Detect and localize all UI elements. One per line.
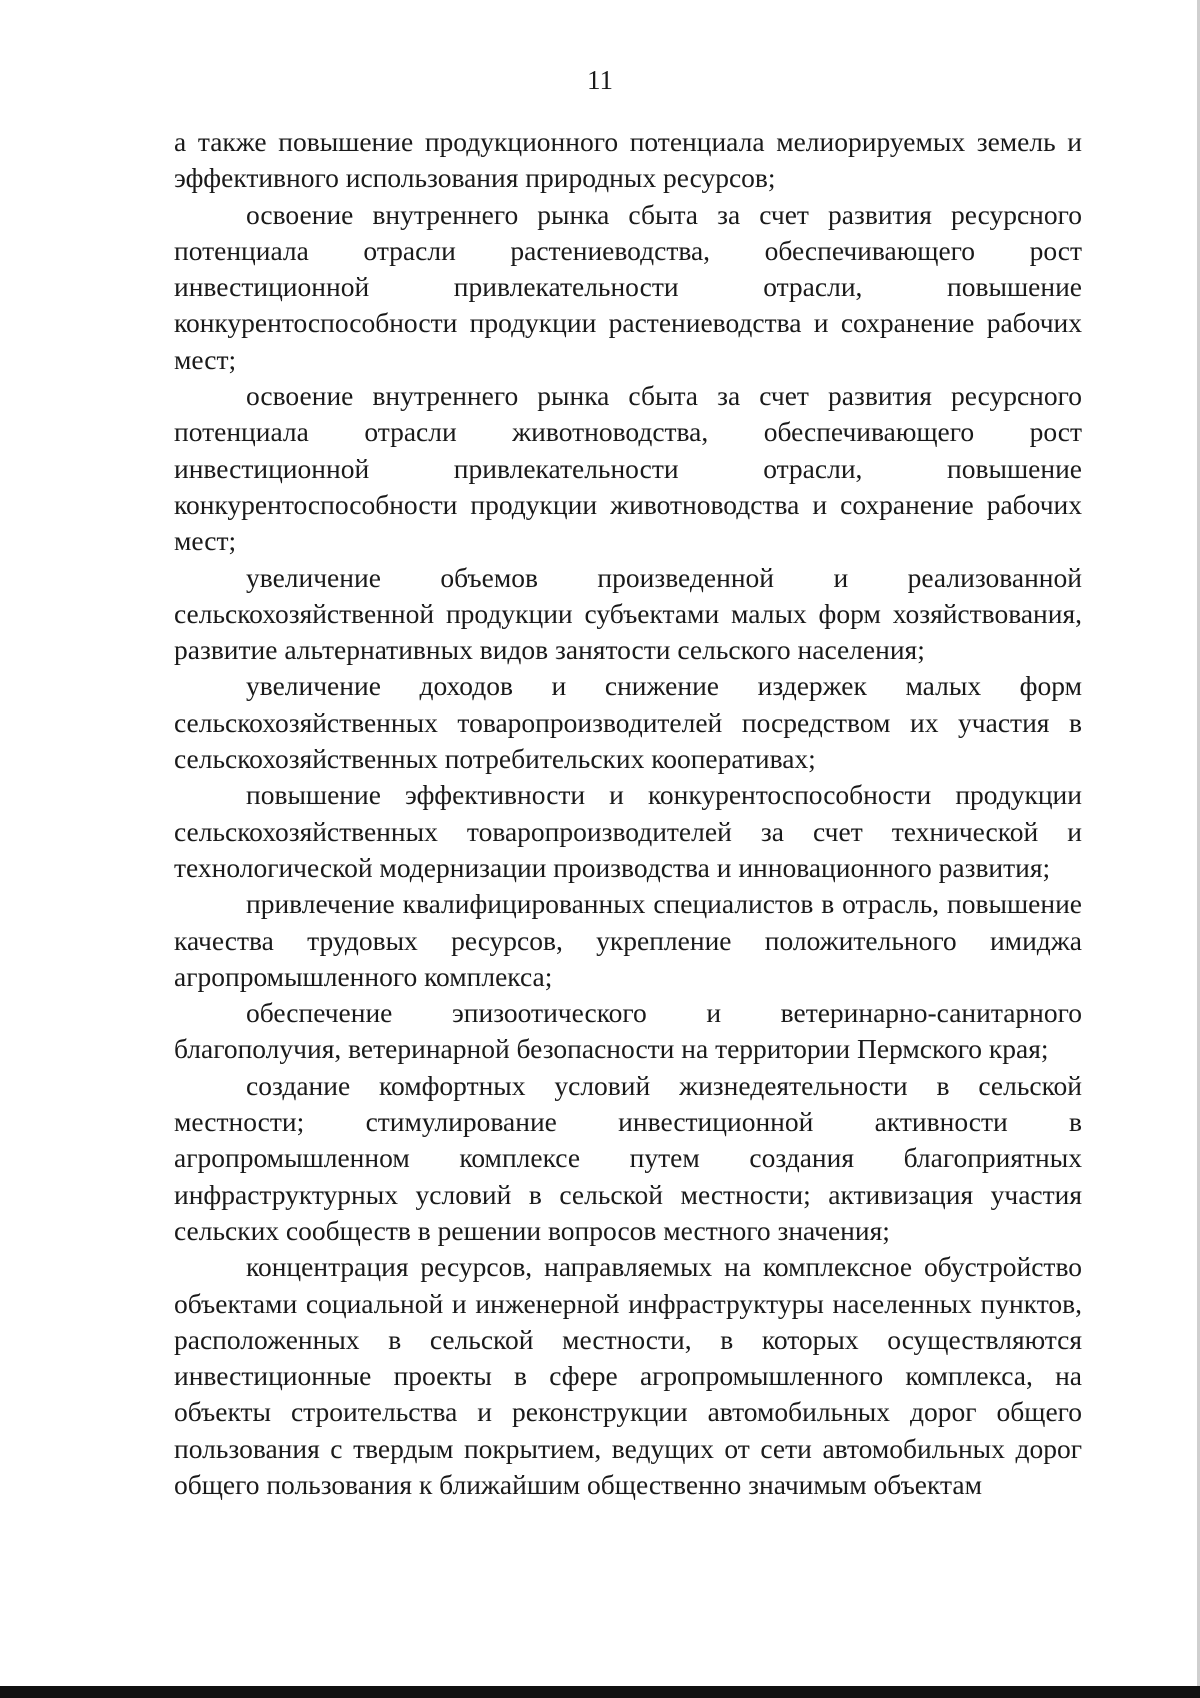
paragraph: увеличение объемов произведенной и реализованной сельскохозяйственной продукции субъектами малых форм хозяйствования, развитие альтернативных видов занятости сельского населения; xyxy=(174,561,1082,666)
paragraph: увеличение доходов и снижение издержек малых форм сельскохозяйственных товаропроизводителей посредством их участия в сельскохозяйственных потребительских кооперативах; xyxy=(174,670,1082,775)
scan-edge-bottom xyxy=(0,1686,1200,1698)
paragraph: а также повышение продукционного потенциала мелиорируемых земель и эффективного использования природных ресурсов; xyxy=(174,126,1082,194)
paragraph: привлечение квалифицированных специалистов в отрасль, повышение качества трудовых ресурсов, укрепление положительного имиджа агропромышленного комплекса; xyxy=(174,888,1082,992)
page-number: 11 xyxy=(587,65,613,95)
paragraph: освоение внутреннего рынка сбыта за счет развития ресурсного потенциала отрасли животноводства, обеспечивающего рост инвестиционной привлекательности отрасли, повышение конкурентоспособности продукции животноводства и сохранение рабочих мест; xyxy=(174,380,1082,557)
paragraph: обеспечение эпизоотического и ветеринарно-санитарного благополучия, ветеринарной безопасности на территории Пермского края; xyxy=(174,997,1082,1065)
document-body xyxy=(174,124,1082,1503)
paragraph: освоение внутреннего рынка сбыта за счет развития ресурсного потенциала отрасли растениеводства, обеспечивающего рост инвестиционной привлекательности отрасли, повышение конкурентоспособности продукции растениеводства и сохранение рабочих мест; xyxy=(174,198,1082,375)
paragraph: повышение эффективности и конкурентоспособности продукции сельскохозяйственных товаропроизводителей за счет технической и технологической модернизации производства и инновационного развития; xyxy=(174,779,1082,883)
paragraph: концентрация ресурсов, направляемых на комплексное обустройство объектами социальной и инженерной инфраструктуры населенных пунктов, расположенных в сельской местности, в которых осуществляются инвестиционные проекты в сфере агропромышленного комплекса, на объекты строительства и реконструкции автомобильных дорог общего пользования с твердым покрытием, ведущих от сети автомобильных дорог общего пользования к ближайшим общественно значимым объектам xyxy=(174,1251,1082,1500)
paragraph: создание комфортных условий жизнедеятельности в сельской местности; стимулирование инвестиционной активности в агропромышленном комплексе путем создания благоприятных инфраструктурных условий в сельской местности; активизация участия сельских сообществ в решении вопросов местного значения; xyxy=(174,1069,1082,1246)
